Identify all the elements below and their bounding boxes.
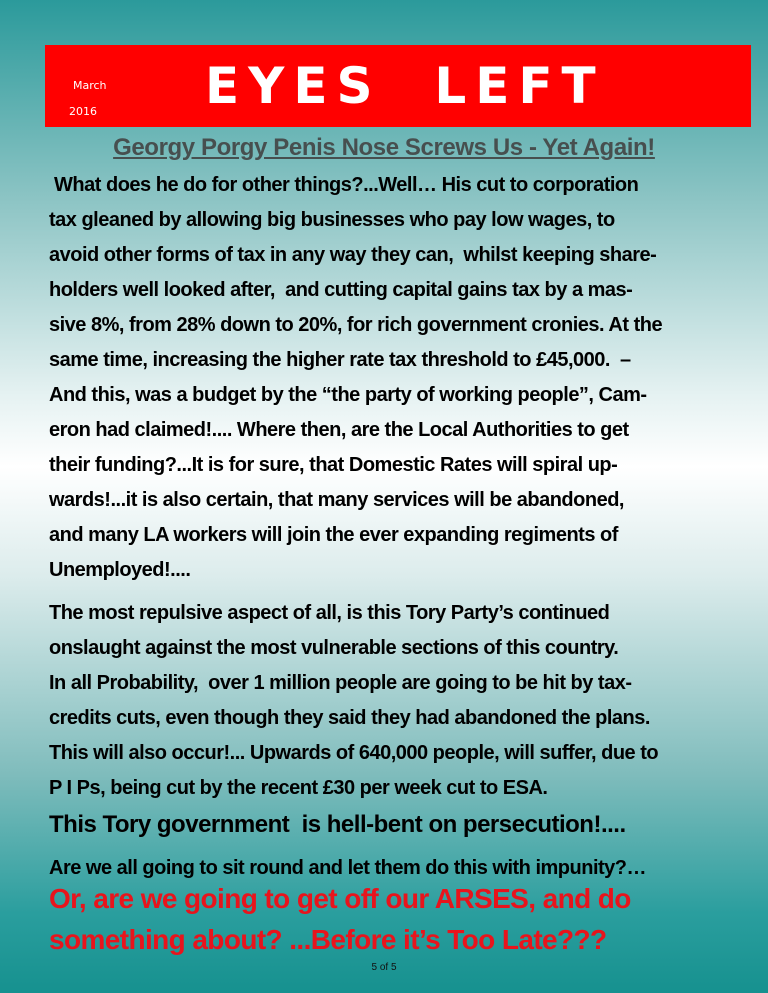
text-line: avoid other forms of tax in any way they can, whilst keeping share- — [49, 244, 657, 266]
text-line: and many LA workers will join the ever expanding regiments of — [49, 524, 618, 546]
issue-month: March — [73, 79, 107, 92]
call-to-action-line: Or, are we going to get off our ARSES, and do — [49, 883, 631, 914]
text-line: holders well looked after, and cutting capital gains tax by a mas- — [49, 279, 633, 301]
text-line: In all Probability, over 1 million people are going to be hit by tax- — [49, 672, 632, 694]
text-line: credits cuts, even though they said they had abandoned the plans. — [49, 707, 650, 729]
text-line: tax gleaned by allowing big businesses who pay low wages, to — [49, 209, 615, 231]
text-line: eron had claimed!.... Where then, are the Local Authorities to get — [49, 419, 629, 441]
issue-year: 2016 — [69, 105, 97, 118]
question: Are we all going to sit round and let them do this with impunity?… — [49, 857, 646, 879]
text-line: This will also occur!... Upwards of 640,000 people, will suffer, due to — [49, 742, 659, 764]
text-line: sive 8%, from 28% down to 20%, for rich government cronies. At the — [49, 314, 663, 336]
text-line: The most repulsive aspect of all, is this Tory Party’s continued — [49, 602, 610, 624]
article-headline: Georgy Porgy Penis Nose Screws Us - Yet Again! — [113, 134, 655, 161]
page-number: 5 of 5 — [371, 962, 397, 973]
text-line: their funding?...It is for sure, that Domestic Rates will spiral up- — [49, 454, 618, 476]
text-line: onslaught against the most vulnerable sections of this country. — [49, 637, 619, 659]
masthead-banner — [45, 45, 751, 127]
statement: This Tory government is hell-bent on persecution!.... — [49, 811, 626, 838]
newsletter-title: EYES LEFT — [205, 57, 605, 115]
text-line: Unemployed!.... — [49, 559, 191, 581]
text-line: And this, was a budget by the “the party of working people”, Cam- — [49, 384, 647, 406]
text-line: same time, increasing the higher rate tax threshold to £45,000. – — [49, 349, 631, 371]
call-to-action-line: something about? ...Before it’s Too Late??? — [49, 924, 607, 955]
text-line: wards!...it is also certain, that many services will be abandoned, — [49, 489, 624, 511]
text-line: What does he do for other things?...Well… His cut to corporation — [49, 174, 639, 196]
text-line: P I Ps, being cut by the recent £30 per week cut to ESA. — [49, 777, 548, 799]
